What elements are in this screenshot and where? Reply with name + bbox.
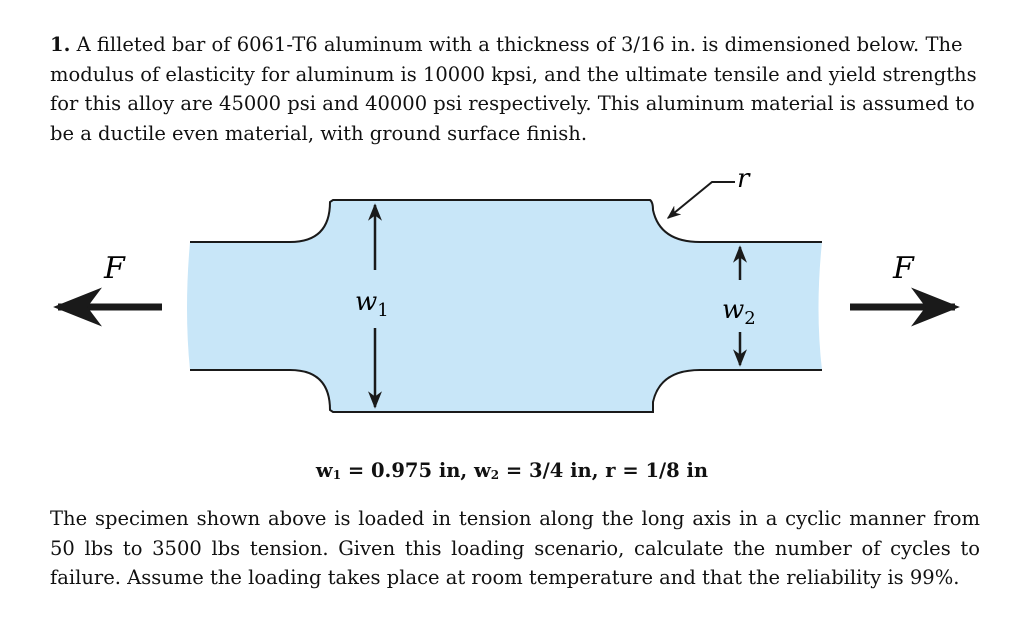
problem-number: 1. <box>50 33 71 56</box>
loading-statement: The specimen shown above is loaded in tension along the long axis in a cyclic manner from 50 lbs to 3500 lbs tension. Given this loading scenario, calculate the number of cycles to failure. Assume the loading takes place at room temperature and that the reliability is 99%. <box>50 507 980 590</box>
r-value: r = 1/8 in <box>605 459 709 482</box>
w1-label: $w_1$ <box>355 287 389 321</box>
force-label-left: F <box>104 251 125 286</box>
radius-label: r <box>737 164 750 194</box>
w2-value: = 3/4 in, <box>499 459 606 482</box>
w1-symbol: w <box>315 459 333 482</box>
force-label-right: F <box>893 251 914 286</box>
radius-leader-line <box>668 182 735 218</box>
filleted-bar-figure <box>0 160 1024 430</box>
w2-label: $w_2$ <box>722 295 756 329</box>
w1-subscript: 1 <box>332 468 342 482</box>
w2-symbol: w <box>473 459 491 482</box>
problem-body: A filleted bar of 6061-T6 aluminum with a thickness of 3/16 in. is dimensioned below. The modulus of elasticity for aluminum is 10000 kpsi, and the ultimate tensile and yield strengths for this alloy are 45000 psi and 40000 psi respectively. This aluminum material is assumed to be a ductile even material, with ground surface finish. <box>50 33 977 145</box>
dimension-values <box>0 456 1024 490</box>
problem-statement <box>50 30 980 148</box>
w1-value: = 0.975 in, <box>341 459 474 482</box>
w2-subscript: 2 <box>490 468 500 482</box>
